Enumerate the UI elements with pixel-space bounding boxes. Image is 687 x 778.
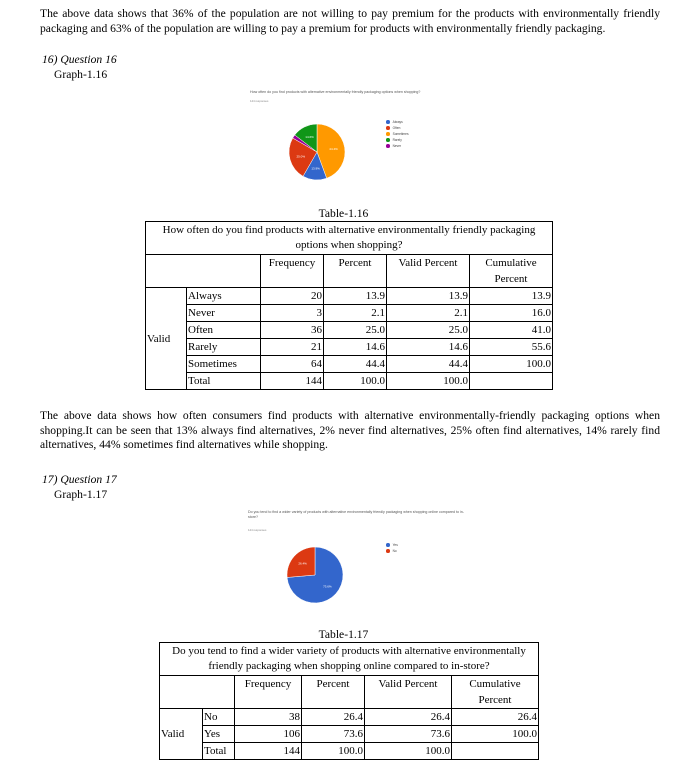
table-16-header-frequency: Frequency — [261, 255, 324, 288]
cumulative-percent-cell: 41.0 — [470, 322, 553, 339]
row-label: Yes — [203, 726, 235, 743]
table-17-header-valid-percent: Valid Percent — [365, 676, 452, 709]
frequency-cell: 20 — [261, 288, 324, 305]
table-row — [160, 709, 539, 726]
frequency-cell: 21 — [261, 339, 324, 356]
graph-1-17-label: Graph-1.17 — [54, 488, 108, 501]
q16-summary-paragraph: The above data shows how often consumers find products with alternative environmentally-friendly packaging options when shopping.It can be seen that 13% always find alternatives, 2% never find alternatives, 25% often find alternatives, 14% rarely find alternatives, 44% sometimes find alternatives while shopping. — [40, 409, 660, 451]
frequency-cell: 144 — [261, 373, 324, 390]
valid-percent-cell: 13.9 — [387, 288, 470, 305]
table-16-header-cumulative-percent: Cumulative Percent — [470, 255, 553, 288]
row-label: Rarely — [187, 339, 261, 356]
table-17-caption: Table-1.17 — [318, 628, 369, 641]
frequency-cell: 3 — [261, 305, 324, 322]
table-row — [146, 373, 553, 390]
table-17-header-frequency: Frequency — [235, 676, 302, 709]
table-16-blank-header — [146, 255, 261, 288]
table-16-header-percent: Percent — [324, 255, 387, 288]
frequency-cell: 38 — [235, 709, 302, 726]
legend-label: Always — [392, 120, 403, 124]
valid-percent-cell: 100.0 — [387, 373, 470, 390]
intro-paragraph: The above data shows that 36% of the population are not willing to pay premium for the products with environmentally friendly packaging and 63% of the population are willing to pay a premium for products with environmentally friendly packaging. — [40, 7, 660, 35]
legend-dot-icon — [386, 132, 390, 136]
table-17 — [159, 642, 539, 760]
table-row — [146, 305, 553, 322]
chart-16-legend — [386, 119, 409, 149]
cumulative-percent-cell: 100.0 — [470, 356, 553, 373]
table-17-header-percent: Percent — [302, 676, 365, 709]
row-label: Often — [187, 322, 261, 339]
cumulative-percent-cell — [470, 373, 553, 390]
table-row — [160, 743, 539, 760]
row-label: Always — [187, 288, 261, 305]
percent-cell: 2.1 — [324, 305, 387, 322]
legend-dot-icon — [386, 549, 390, 553]
question-16-number: 16) Question 16 — [42, 53, 117, 66]
cumulative-percent-cell: 26.4 — [452, 709, 539, 726]
chart-16-title: How often do you find products with alternative environmentally friendly packaging options when shopping? — [250, 90, 421, 94]
pie-label-yes: 73.6% — [323, 584, 332, 589]
table-16-title: How often do you find products with alternative environmentally friendly packaging options when shopping? — [146, 222, 553, 255]
legend-label: Yes — [392, 543, 398, 547]
question-17-number: 17) Question 17 — [42, 473, 117, 486]
pie-label-always: 13.9% — [311, 166, 320, 171]
frequency-cell: 144 — [235, 743, 302, 760]
valid-label: Valid — [160, 709, 203, 760]
legend-label: Rarely — [392, 138, 402, 142]
percent-cell: 14.6 — [324, 339, 387, 356]
pie-label-rarely: 14.6% — [305, 134, 314, 139]
percent-cell: 44.4 — [324, 356, 387, 373]
cumulative-percent-cell — [452, 743, 539, 760]
table-16-caption: Table-1.16 — [318, 207, 369, 220]
cumulative-percent-cell: 13.9 — [470, 288, 553, 305]
pie-label-often: 25.0% — [296, 154, 306, 159]
chart-17-responses: 144 responses — [248, 528, 267, 532]
table-row — [160, 726, 539, 743]
row-label: Never — [187, 305, 261, 322]
pie-label-no: 26.4% — [298, 561, 307, 566]
valid-percent-cell: 2.1 — [387, 305, 470, 322]
valid-percent-cell: 73.6 — [365, 726, 452, 743]
cumulative-percent-cell: 55.6 — [470, 339, 553, 356]
valid-percent-cell: 14.6 — [387, 339, 470, 356]
frequency-cell: 36 — [261, 322, 324, 339]
row-label: Total — [187, 373, 261, 390]
percent-cell: 73.6 — [302, 726, 365, 743]
legend-label: No — [392, 549, 397, 553]
table-row — [146, 356, 553, 373]
valid-percent-cell: 44.4 — [387, 356, 470, 373]
frequency-cell: 64 — [261, 356, 324, 373]
table-row — [146, 339, 553, 356]
legend-dot-icon — [386, 126, 390, 130]
percent-cell: 26.4 — [302, 709, 365, 726]
table-row — [146, 288, 553, 305]
chart-17-legend — [386, 542, 398, 554]
legend-dot-icon — [386, 144, 390, 148]
table-16-header-valid-percent: Valid Percent — [387, 255, 470, 288]
percent-cell: 13.9 — [324, 288, 387, 305]
legend-dot-icon — [386, 120, 390, 124]
percent-cell: 100.0 — [302, 743, 365, 760]
table-17-blank-header — [160, 676, 235, 709]
legend-item — [386, 143, 409, 149]
legend-dot-icon — [386, 543, 390, 547]
table-16 — [145, 221, 553, 390]
cumulative-percent-cell: 100.0 — [452, 726, 539, 743]
row-label: Sometimes — [187, 356, 261, 373]
pie-label-sometimes: 44.4% — [329, 147, 338, 152]
table-17-header-cumulative-percent: Cumulative Percent — [452, 676, 539, 709]
legend-label: Often — [392, 126, 401, 130]
question-16-heading — [42, 53, 117, 67]
legend-label: Sometimes — [392, 132, 409, 136]
table-row — [146, 322, 553, 339]
valid-label: Valid — [146, 288, 187, 390]
valid-percent-cell: 26.4 — [365, 709, 452, 726]
legend-label: Never — [392, 144, 402, 148]
percent-cell: 25.0 — [324, 322, 387, 339]
chart-16-responses: 144 responses — [250, 99, 269, 103]
pie-chart-17 — [280, 540, 350, 610]
table-17-title: Do you tend to find a wider variety of products with alternative environmentally friendly packaging when shopping online compared to in-store? — [160, 643, 539, 676]
percent-cell: 100.0 — [324, 373, 387, 390]
legend-item — [386, 548, 398, 554]
chart-17-title: Do you tend to find a wider variety of products with alternative environmentally friendly packaging when shopping online compared to in-store? — [248, 510, 464, 519]
row-label: No — [203, 709, 235, 726]
frequency-cell: 106 — [235, 726, 302, 743]
graph-1-16-label: Graph-1.16 — [54, 68, 108, 81]
valid-percent-cell: 100.0 — [365, 743, 452, 760]
valid-percent-cell: 25.0 — [387, 322, 470, 339]
legend-dot-icon — [386, 138, 390, 142]
question-17-heading — [42, 473, 117, 487]
row-label: Total — [203, 743, 235, 760]
pie-chart-16 — [282, 117, 352, 187]
cumulative-percent-cell: 16.0 — [470, 305, 553, 322]
